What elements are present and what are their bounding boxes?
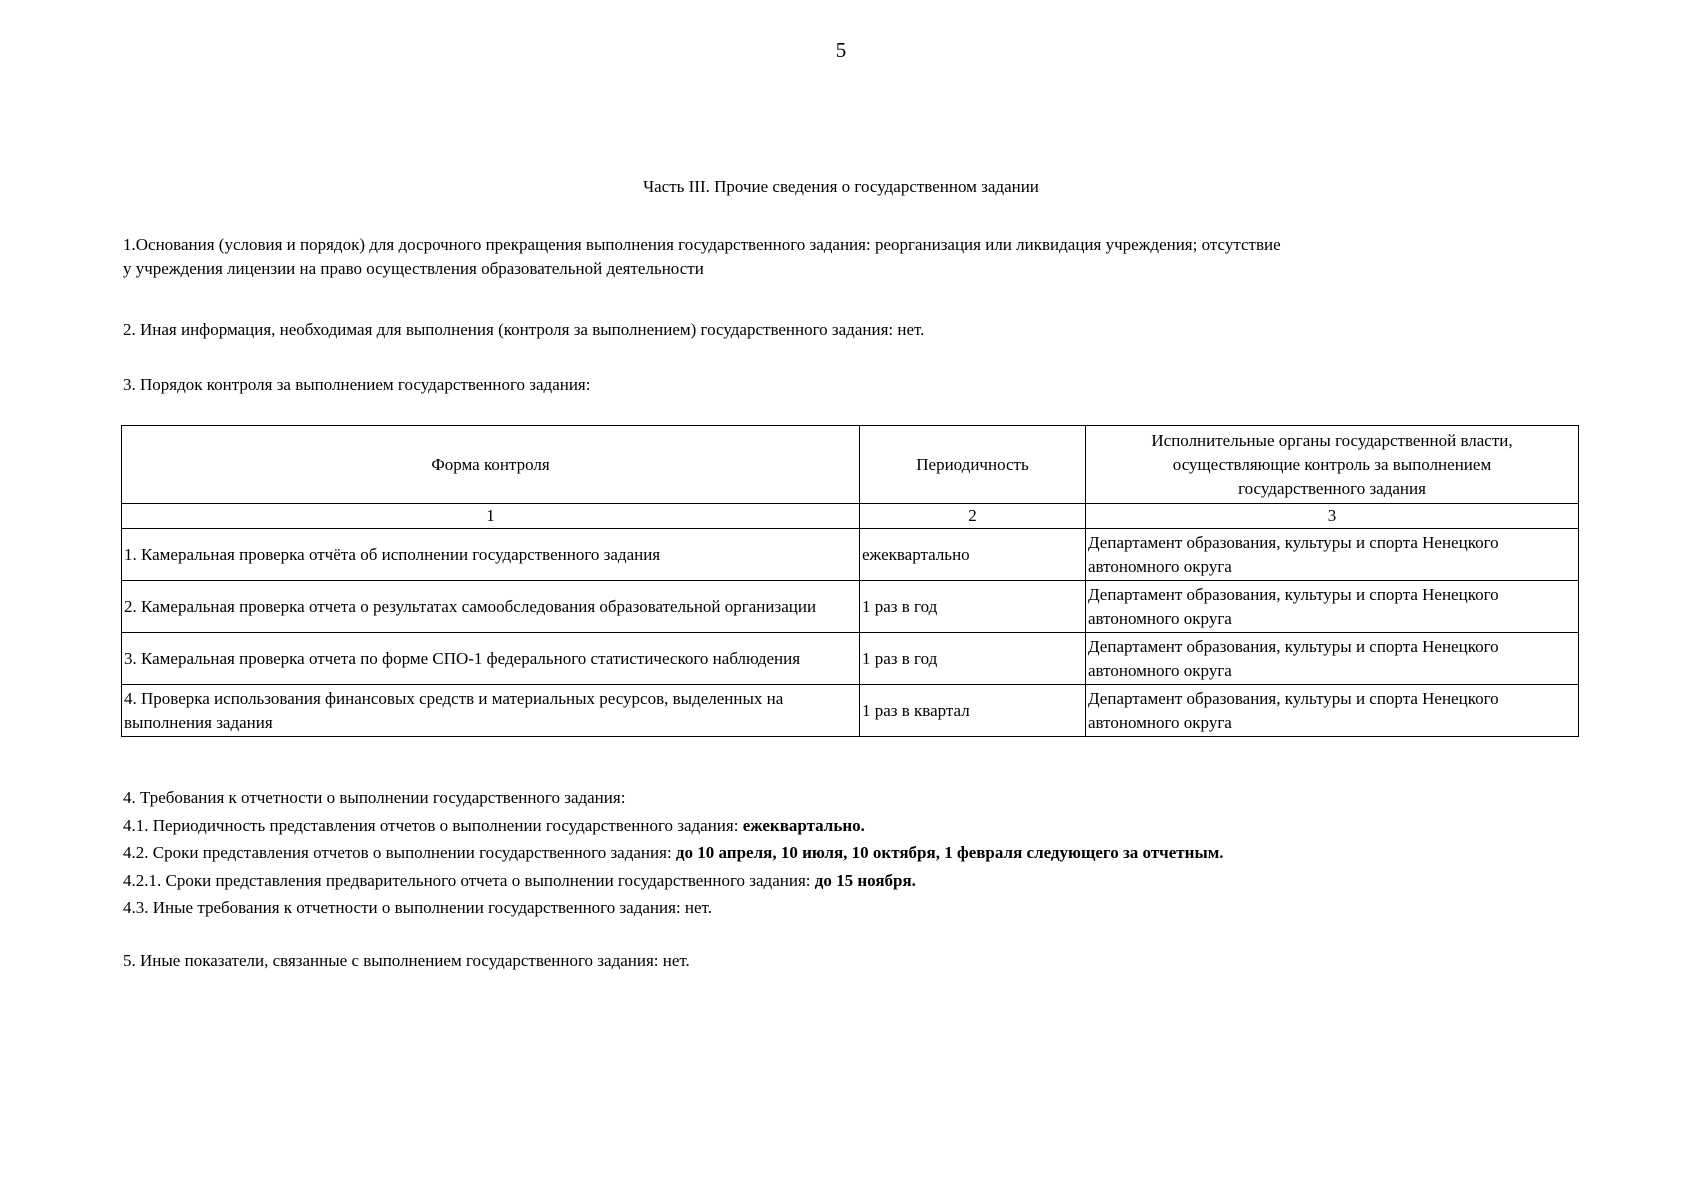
row-form: 3. Камеральная проверка отчета по форме СПО-1 федерального статистического наблюдения	[122, 633, 860, 685]
section-2: 2. Иная информация, необходимая для выполнения (контроля за выполнением) государственного задания: нет.	[123, 320, 925, 339]
section-4-2-1-text: 4.2.1. Сроки представления предварительного отчета о выполнении государственного задания:	[123, 870, 815, 890]
page-number: 5	[835, 38, 847, 62]
section-1-line-1: 1.Основания (условия и порядок) для досрочного прекращения выполнения государственного задания: реорганизация или ликвидация учреждения; отсутствие	[123, 235, 1281, 254]
table-row	[122, 633, 1579, 685]
section-4-1-text: 4.1. Периодичность представления отчетов о выполнении государственного задания:	[123, 815, 743, 835]
row-form: 4. Проверка использования финансовых средств и материальных ресурсов, выделенных на выполнения задания	[122, 685, 860, 737]
row-body: Департамент образования, культуры и спорта Ненецкого автономного округа	[1086, 633, 1579, 685]
row-period: 1 раз в год	[860, 581, 1086, 633]
section-4-2-value: до 10 апреля, 10 июля, 10 октября, 1 февраля следующего за отчетным.	[675, 843, 1224, 862]
col-number-2: 2	[860, 504, 1086, 529]
header-form: Форма контроля	[122, 426, 860, 504]
part-title: Часть III. Прочие сведения о государственном задании	[643, 177, 1039, 196]
header-body: Исполнительные органы государственной власти, осуществляющие контроль за выполнением государственного задания	[1086, 426, 1579, 504]
row-form: 1. Камеральная проверка отчёта об исполнении государственного задания	[122, 529, 860, 581]
section-5: 5. Иные показатели, связанные с выполнением государственного задания: нет.	[123, 951, 690, 970]
col-number-1: 1	[122, 504, 860, 529]
row-period: 1 раз в квартал	[860, 685, 1086, 737]
col-number-3: 3	[1086, 504, 1579, 529]
section-4-2-text: 4.2. Сроки представления отчетов о выполнении государственного задания:	[123, 843, 676, 862]
row-form: 2. Камеральная проверка отчета о результатах самообследования образовательной организации	[122, 581, 860, 633]
control-table	[121, 425, 1579, 737]
table-number-row	[122, 504, 1579, 529]
row-body: Департамент образования, культуры и спорта Ненецкого автономного округа	[1086, 685, 1579, 737]
table-row	[122, 685, 1579, 737]
section-4-1-value: ежеквартально.	[742, 815, 865, 835]
table-row	[122, 529, 1579, 581]
section-4-1	[123, 812, 1224, 840]
section-3: 3. Порядок контроля за выполнением государственного задания:	[123, 375, 591, 394]
section-4	[123, 784, 1224, 922]
section-4-2-1-value: до 15 ноября.	[814, 870, 916, 890]
row-period: ежеквартально	[860, 529, 1086, 581]
section-4-2	[123, 839, 1224, 867]
row-body: Департамент образования, культуры и спорта Ненецкого автономного округа	[1086, 529, 1579, 581]
section-4-3: 4.3. Иные требования к отчетности о выполнении государственного задания: нет.	[123, 898, 712, 917]
table-row	[122, 581, 1579, 633]
section-1-line-2: у учреждения лицензии на право осуществления образовательной деятельности	[123, 259, 704, 278]
row-period: 1 раз в год	[860, 633, 1086, 685]
section-4-title: 4. Требования к отчетности о выполнении государственного задания:	[123, 788, 626, 807]
header-period: Периодичность	[860, 426, 1086, 504]
section-4-2-1	[123, 867, 1224, 895]
section-1	[123, 233, 1573, 281]
table-header-row	[122, 426, 1579, 504]
row-body: Департамент образования, культуры и спорта Ненецкого автономного округа	[1086, 581, 1579, 633]
